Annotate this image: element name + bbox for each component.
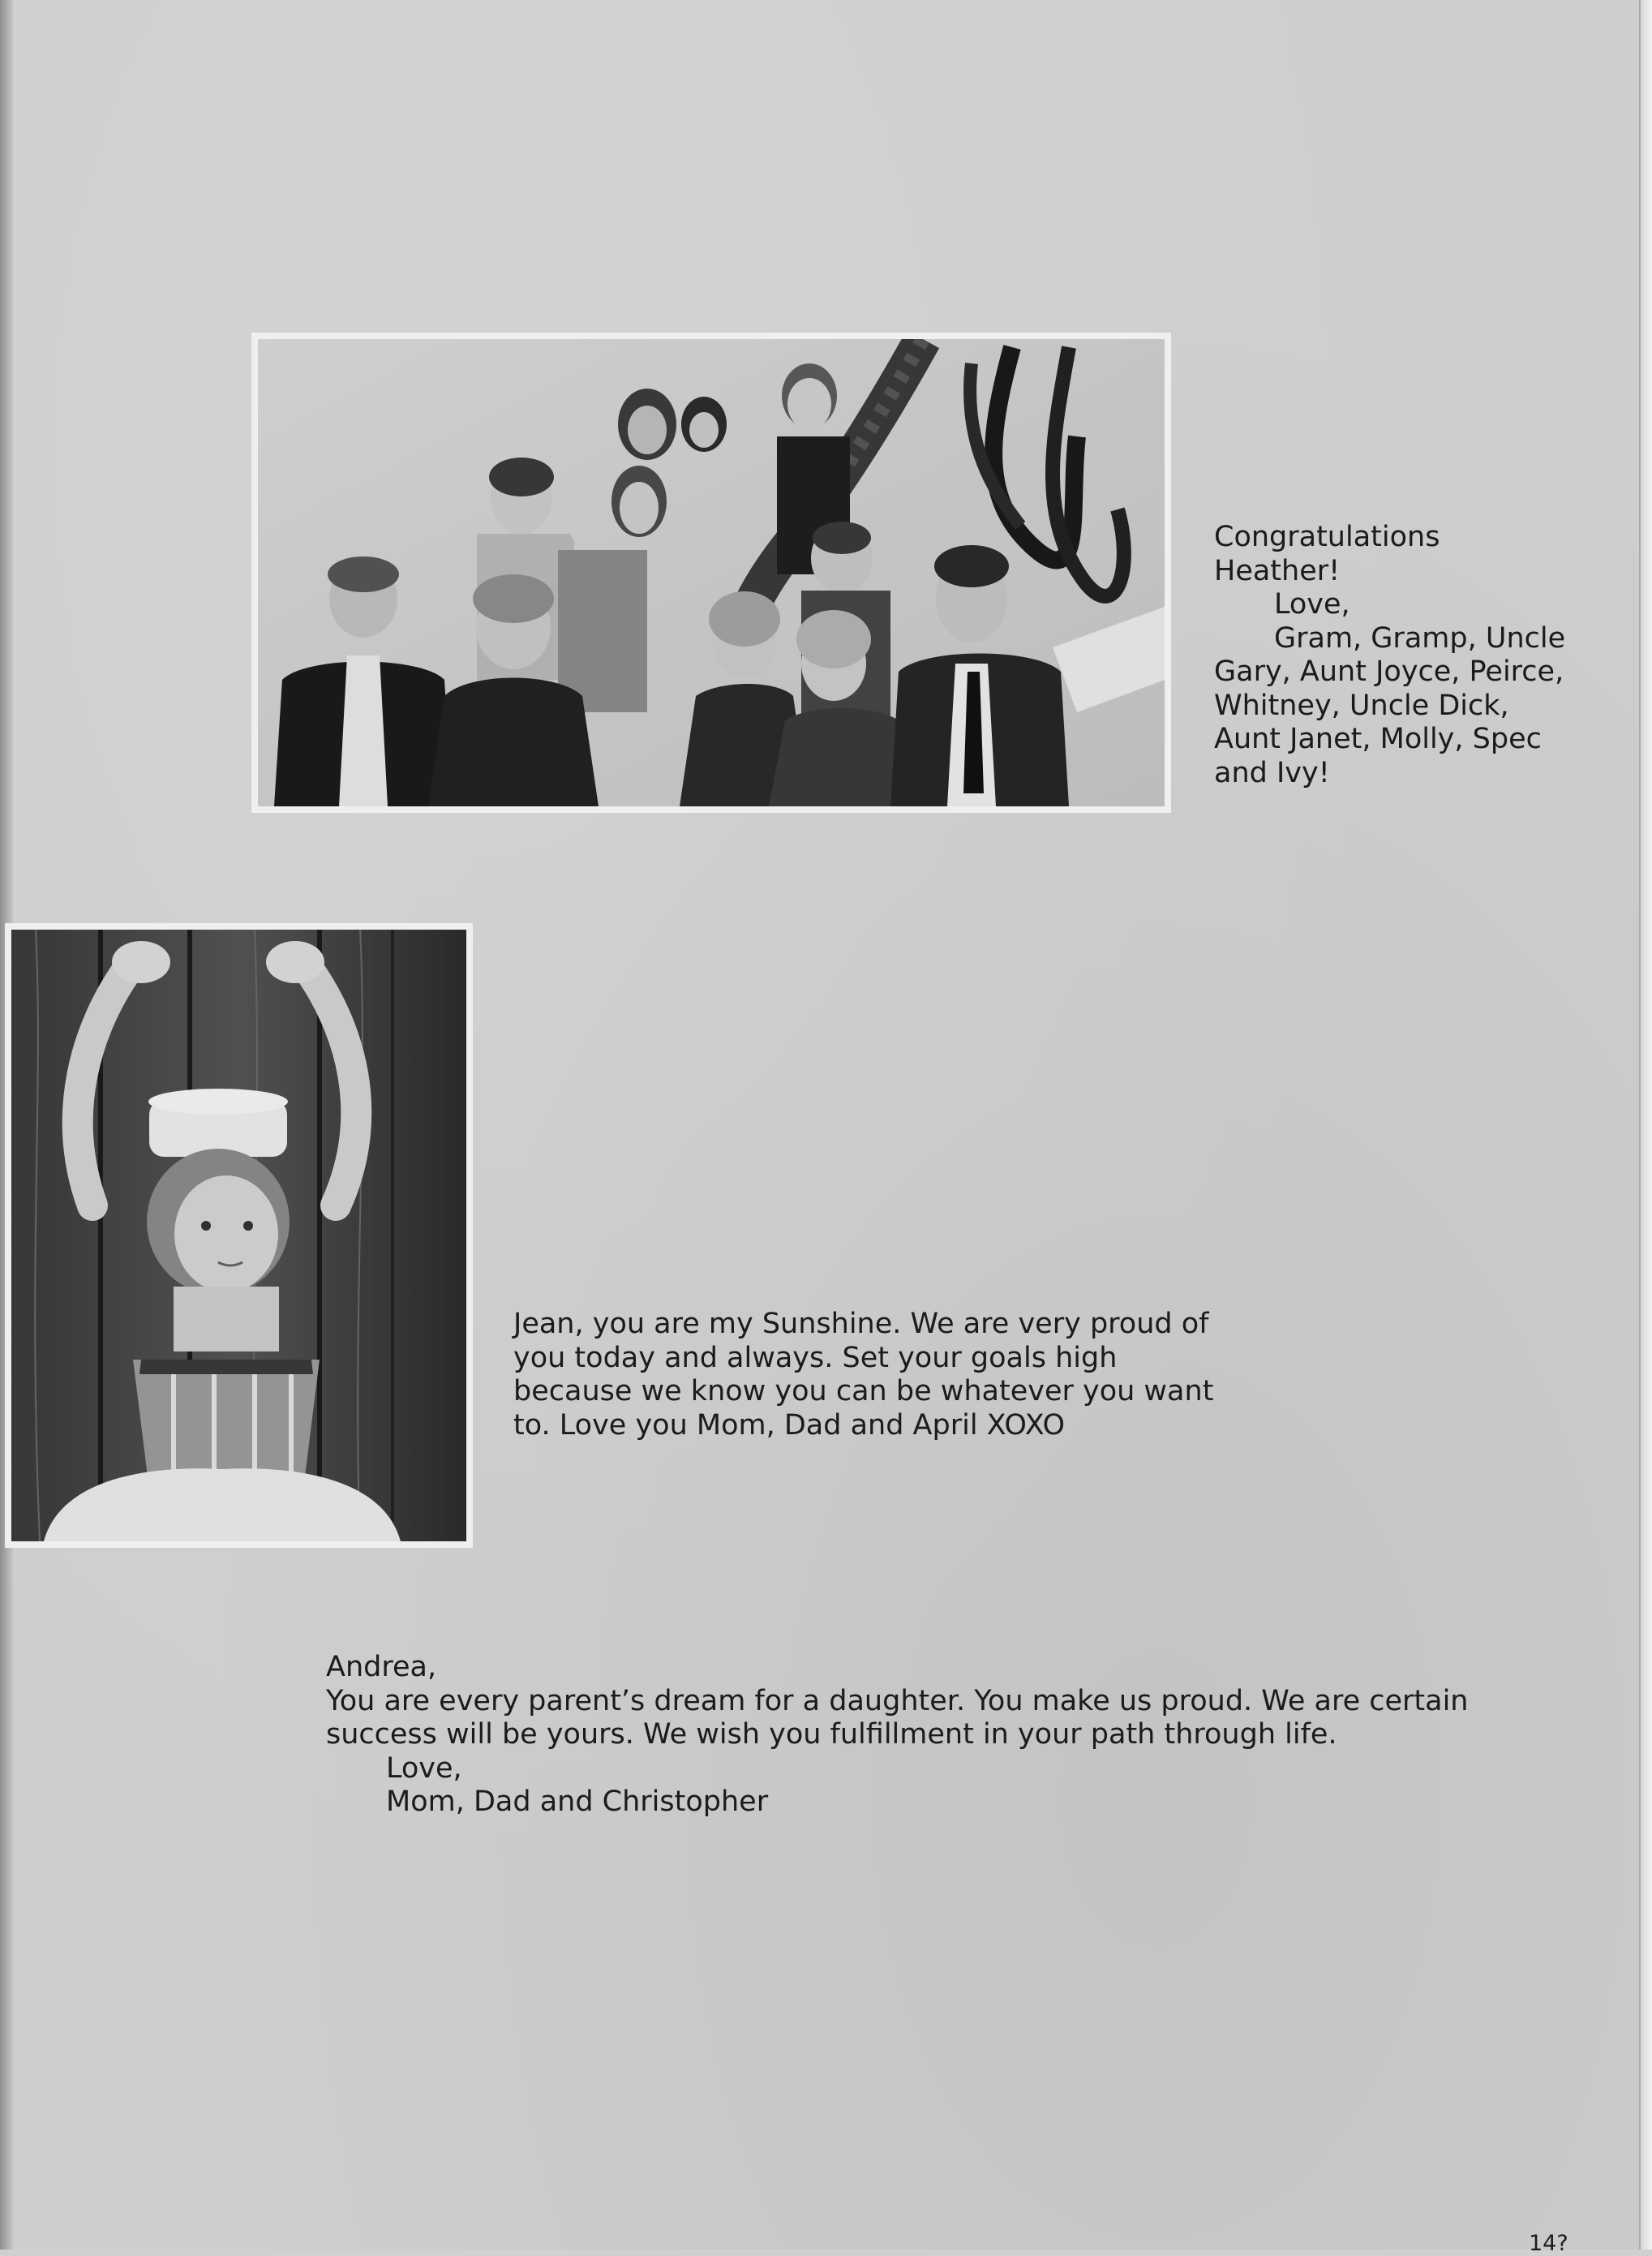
heather-message-line: Gary, Aunt Joyce, Peirce, bbox=[1214, 655, 1564, 688]
family-photo bbox=[251, 333, 1171, 813]
andrea-message-line: Andrea, bbox=[326, 1651, 437, 1683]
jean-message-line: to. Love you Mom, Dad and April XOXO bbox=[513, 1408, 1066, 1442]
heather-message-line: Aunt Janet, Molly, Spec bbox=[1214, 723, 1542, 755]
andrea-message-line: success will be yours. We wish you fulfillment in your path through life. bbox=[326, 1718, 1337, 1751]
heather-message-line: Whitney, Uncle Dick, bbox=[1214, 689, 1509, 722]
andrea-message-line: Love, bbox=[386, 1751, 462, 1785]
heather-message-line: Gram, Gramp, Uncle bbox=[1274, 621, 1566, 655]
heather-message-line: and Ivy! bbox=[1214, 756, 1330, 789]
andrea-message-line: Mom, Dad and Christopher bbox=[386, 1785, 769, 1818]
andrea-message bbox=[326, 1651, 1469, 1820]
heather-message bbox=[1214, 521, 1565, 790]
heather-message-line: Love, bbox=[1274, 588, 1350, 621]
heather-message-line: Heather! bbox=[1214, 554, 1341, 587]
child-dancer-photo-icon bbox=[11, 930, 466, 1541]
jean-message-line: you today and always. Set your goals high bbox=[513, 1341, 1118, 1374]
andrea-message-line: You are every parent’s dream for a daughter. You make us proud. We are certain bbox=[326, 1684, 1469, 1717]
dancer-photo bbox=[5, 923, 473, 1548]
jean-message bbox=[513, 1308, 1213, 1442]
page-right-edge bbox=[1639, 0, 1652, 2250]
jean-message-line: Jean, you are my Sunshine. We are very proud of bbox=[513, 1308, 1209, 1340]
family-group-photo-icon bbox=[258, 339, 1165, 806]
page-number: 14? bbox=[1529, 2231, 1568, 2256]
heather-message-line: Congratulations bbox=[1214, 521, 1440, 553]
jean-message-line: because we know you can be whatever you want bbox=[513, 1375, 1214, 1407]
